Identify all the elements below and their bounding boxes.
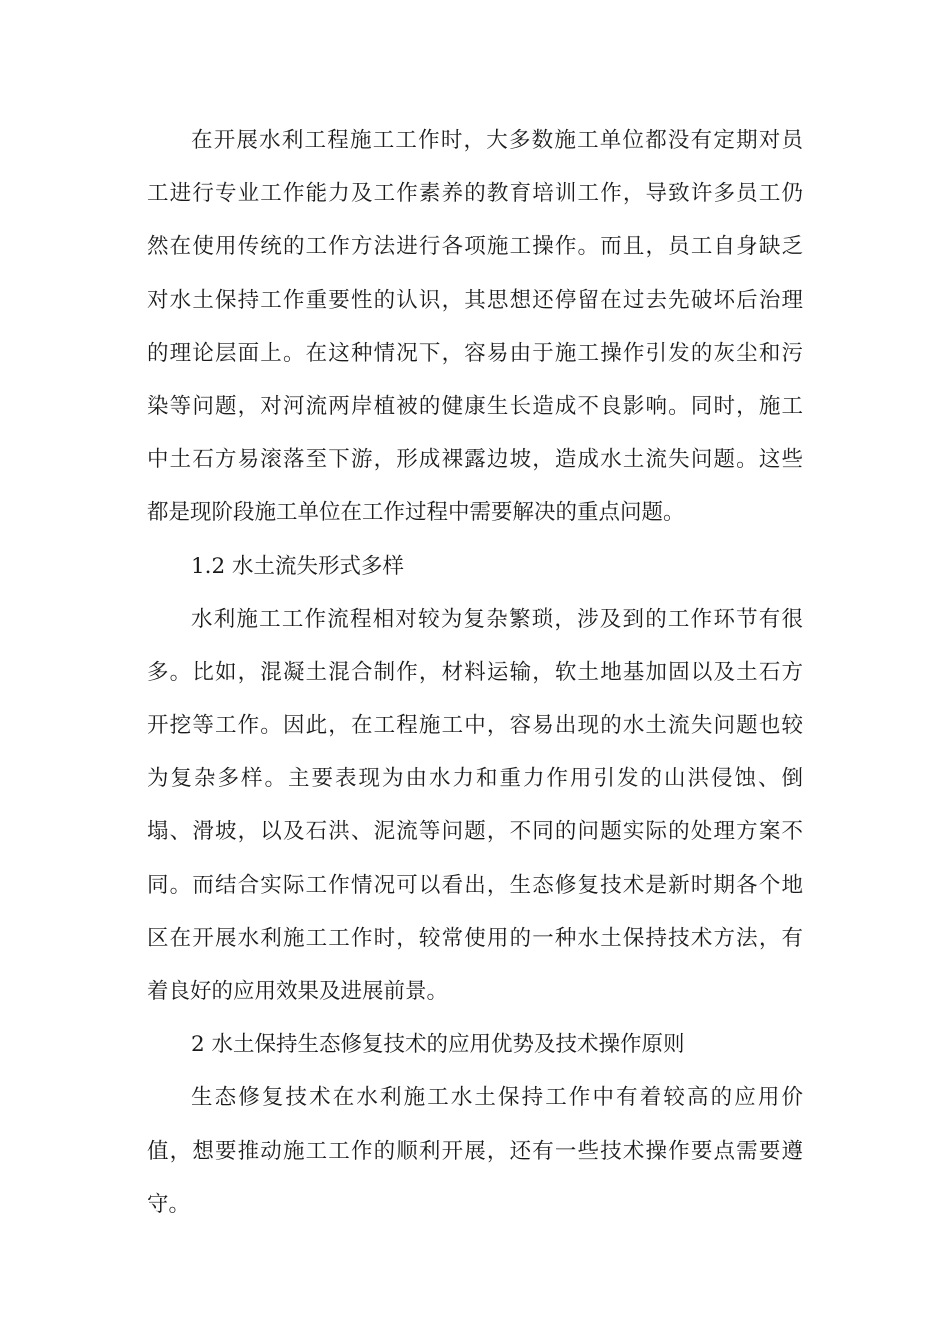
paragraph-line: 在开展水利工程施工工作时，大多数施工单位都没有定期对员 bbox=[191, 128, 803, 153]
paragraph-line: 水利施工工作流程相对较为复杂繁琐，涉及到的工作环节有很 bbox=[191, 606, 803, 632]
paragraph-line: 对水土保持工作重要性的认识，其思想还停留在过去先破坏后治理 bbox=[147, 287, 803, 313]
section-heading: 2 水土保持生态修复技术的应用优势及技术操作原则 bbox=[191, 1032, 685, 1058]
paragraph-line: 的理论层面上。在这种情况下，容易由于施工操作引发的灰尘和污 bbox=[147, 340, 803, 366]
paragraph-line: 中土石方易滚落至下游，形成裸露边坡，造成水土流失问题。这些 bbox=[147, 447, 803, 473]
paragraph-line: 区在开展水利施工工作时，较常使用的一种水土保持技术方法，有 bbox=[147, 925, 803, 951]
paragraph-line: 生态修复技术在水利施工水土保持工作中有着较高的应用价 bbox=[191, 1085, 803, 1111]
section-heading: 1.2 水土流失形式多样 bbox=[191, 553, 405, 579]
paragraph-line: 塌、滑坡，以及石洪、泥流等问题，不同的问题实际的处理方案不 bbox=[147, 819, 803, 845]
paragraph-line: 开挖等工作。因此，在工程施工中，容易出现的水土流失问题也较 bbox=[147, 713, 803, 739]
document-body bbox=[147, 114, 803, 1231]
paragraph-line: 为复杂多样。主要表现为由水力和重力作用引发的山洪侵蚀、倒 bbox=[147, 766, 803, 792]
paragraph-line: 同。而结合实际工作情况可以看出，生态修复技术是新时期各个地 bbox=[147, 872, 803, 898]
paragraph-line: 染等问题，对河流两岸植被的健康生长造成不良影响。同时，施工 bbox=[147, 393, 803, 419]
paragraph-line: 值，想要推动施工工作的顺利开展，还有一些技术操作要点需要遵 bbox=[147, 1138, 803, 1164]
paragraph-line: 多。比如，混凝土混合制作，材料运输，软土地基加固以及土石方 bbox=[147, 659, 803, 685]
paragraph-line: 都是现阶段施工单位在工作过程中需要解决的重点问题。 bbox=[147, 500, 685, 526]
paragraph-line: 然在使用传统的工作方法进行各项施工操作。而且，员工自身缺乏 bbox=[147, 234, 803, 260]
paragraph-line: 守。 bbox=[147, 1191, 191, 1217]
paragraph-line: 工进行专业工作能力及工作素养的教育培训工作，导致许多员工仍 bbox=[147, 181, 803, 207]
paragraph-line: 着良好的应用效果及进展前景。 bbox=[147, 979, 449, 1004]
